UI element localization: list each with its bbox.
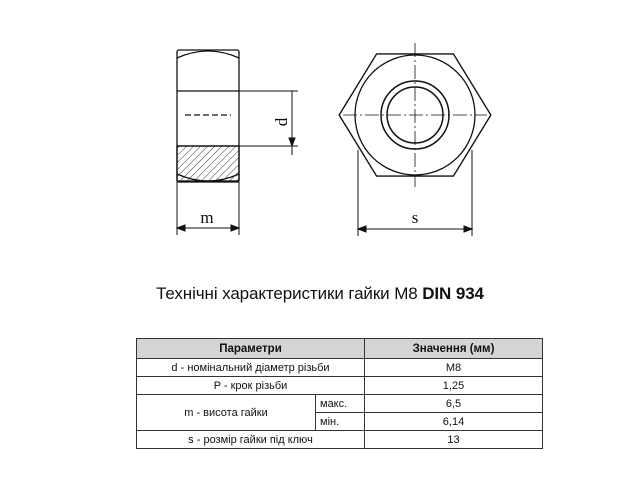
table-row xyxy=(137,359,543,377)
title-text: Технічні характеристики гайки М8 xyxy=(156,284,423,303)
page-title xyxy=(0,284,640,304)
nut-top-chamfer xyxy=(177,51,239,58)
row-m-max-value: 6,5 xyxy=(365,395,543,413)
dim-label-m: m xyxy=(200,208,214,227)
table-row xyxy=(137,431,543,449)
section-hatch xyxy=(177,146,239,181)
row-m-min-value: 6,14 xyxy=(365,413,543,431)
dim-label-d: d xyxy=(272,117,291,127)
dim-label-s: s xyxy=(411,208,419,227)
table-header-row xyxy=(137,339,543,359)
specs-table xyxy=(136,338,543,449)
nut-side-view xyxy=(177,50,239,182)
table-row xyxy=(137,377,543,395)
row-s-label: s - розмір гайки під ключ xyxy=(137,431,365,449)
row-m-min-label: мін. xyxy=(316,413,365,431)
m-arrow-left xyxy=(177,225,185,231)
s-arrow-right xyxy=(464,226,472,232)
header-params: Параметри xyxy=(137,339,365,359)
d-arrow xyxy=(289,138,295,146)
table-row xyxy=(137,395,543,413)
nut-top-view xyxy=(339,43,491,187)
header-values: Значення (мм) xyxy=(365,339,543,359)
row-s-value: 13 xyxy=(365,431,543,449)
row-d-value: М8 xyxy=(365,359,543,377)
s-arrow-left xyxy=(358,226,366,232)
row-p-label: P - крок різьби xyxy=(137,377,365,395)
row-d-label: d - номінальний діаметр різьби xyxy=(137,359,365,377)
row-m-max-label: макс. xyxy=(316,395,365,413)
row-m-label: m - висота гайки xyxy=(137,395,316,431)
m-arrow-right xyxy=(231,225,239,231)
row-p-value: 1,25 xyxy=(365,377,543,395)
title-standard: DIN 934 xyxy=(422,284,484,303)
